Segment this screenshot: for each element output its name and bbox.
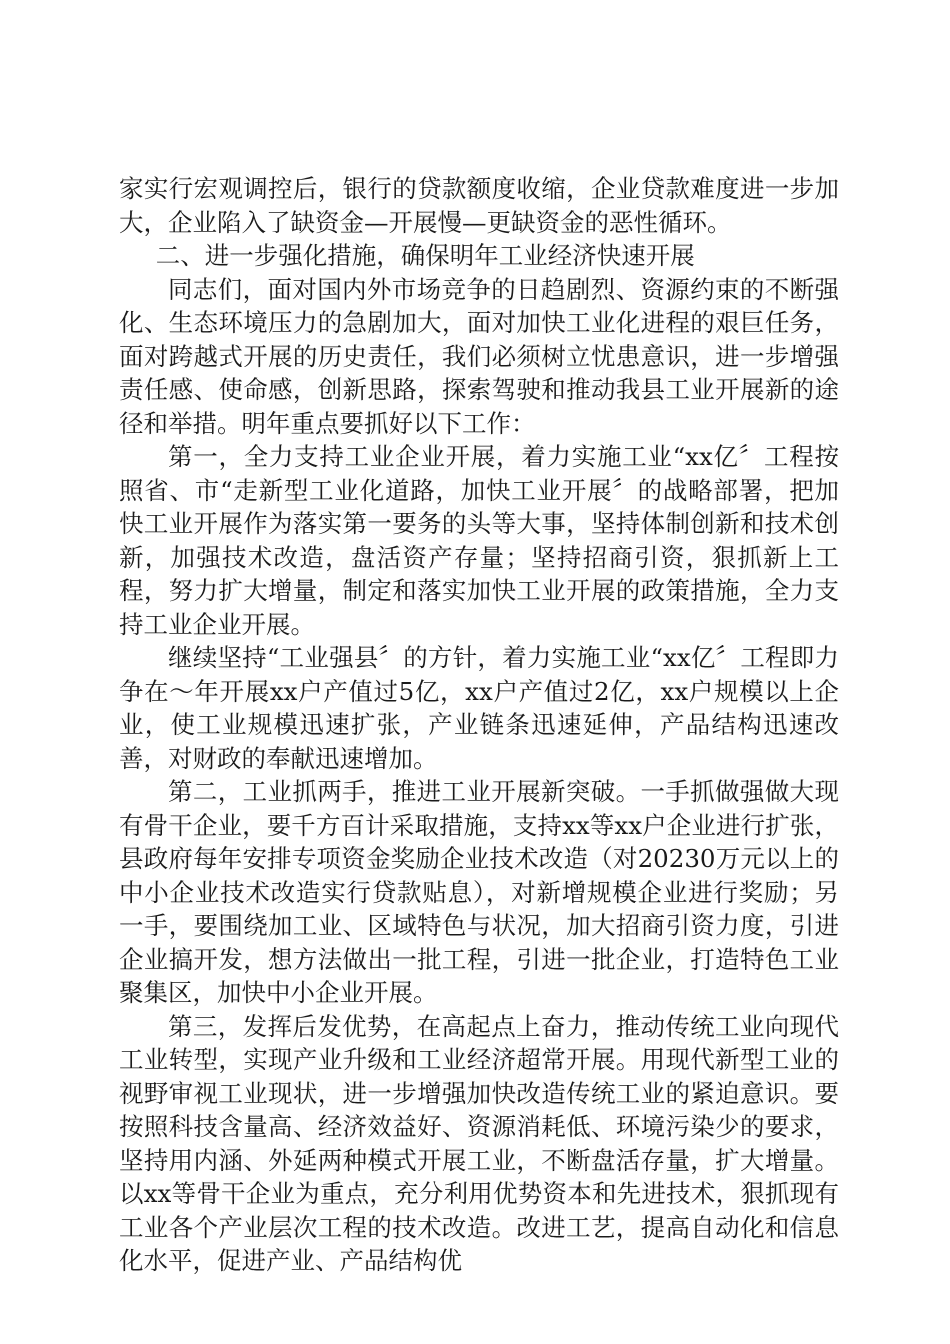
paragraph: 继续坚持“工业强县〞的方针，着力实施工业“xx亿〞工程即力争在～年开展xx户产值过5亿，xx户产值过2亿，xx户规模以上企业，使工业规模迅速扩张，产业链条迅速延伸，产品结构迅速改善，对财政的奉献迅速增加。: [119, 643, 839, 773]
paragraph: 第二，工业抓两手，推进工业开展新突破。一手抓做强做大现有骨干企业，要千方百计采取措施，支持xx等xx户企业进行扩张，县政府每年安排专项资金奖励企业技术改造（对20230万元以上的中小企业技术改造实行贷款贴息），对新增规模企业进行奖励；另一手，要围绕加工业、区域特色与状况，加大招商引资力度，引进企业搞开发，想方法做出一批工程，引进一批企业，打造特色工业聚集区，加快中小企业开展。: [119, 777, 839, 1007]
paragraph-continuation: 家实行宏观调控后，银行的贷款额度收缩，企业贷款难度进一步加大，企业陷入了缺资金—开展慢—更缺资金的恶性循环。: [119, 174, 839, 237]
paragraph: 第一，全力支持工业企业开展，着力实施工业“xx亿〞工程按照省、市“走新型工业化道路，加快工业开展〞的战略部署，把加快工业开展作为落实第一要务的头等大事，坚持体制创新和技术创新，加强技术改造，盘活资产存量；坚持招商引资，狠抓新上工程，努力扩大增量，制定和落实加快工业开展的政策措施，全力支持工业企业开展。: [119, 442, 839, 639]
paragraph: 同志们，面对国内外市场竞争的日趋剧烈、资源约束的不断强化、生态环境压力的急剧加大，面对加快工业化进程的艰巨任务，面对跨越式开展的历史责任，我们必须树立忧患意识，进一步增强责任感、使命感，创新思路，探索驾驶和推动我县工业开展新的途径和举措。明年重点要抓好以下工作：: [119, 274, 839, 438]
section-heading: 二、进一步强化措施，确保明年工业经济快速开展: [155, 241, 695, 270]
paragraph: 第三，发挥后发优势，在高起点上奋力，推动传统工业向现代工业转型，实现产业升级和工业经济超常开展。用现代新型工业的视野审视工业现状，进一步增强加快改造传统工业的紧迫意识。要按照科技含量高、经济效益好、资源消耗低、环境污染少的要求，坚持用内涵、外延两种模式开展工业，不断盘活存量，扩大增量。以xx等骨干企业为重点，充分利用优势资本和先进技术，狠抓现有工业各个产业层次工程的技术改造。改进工艺，提高自动化和信息化水平，促进产业、产品结构优: [119, 1011, 839, 1275]
document-body: [119, 172, 839, 1278]
